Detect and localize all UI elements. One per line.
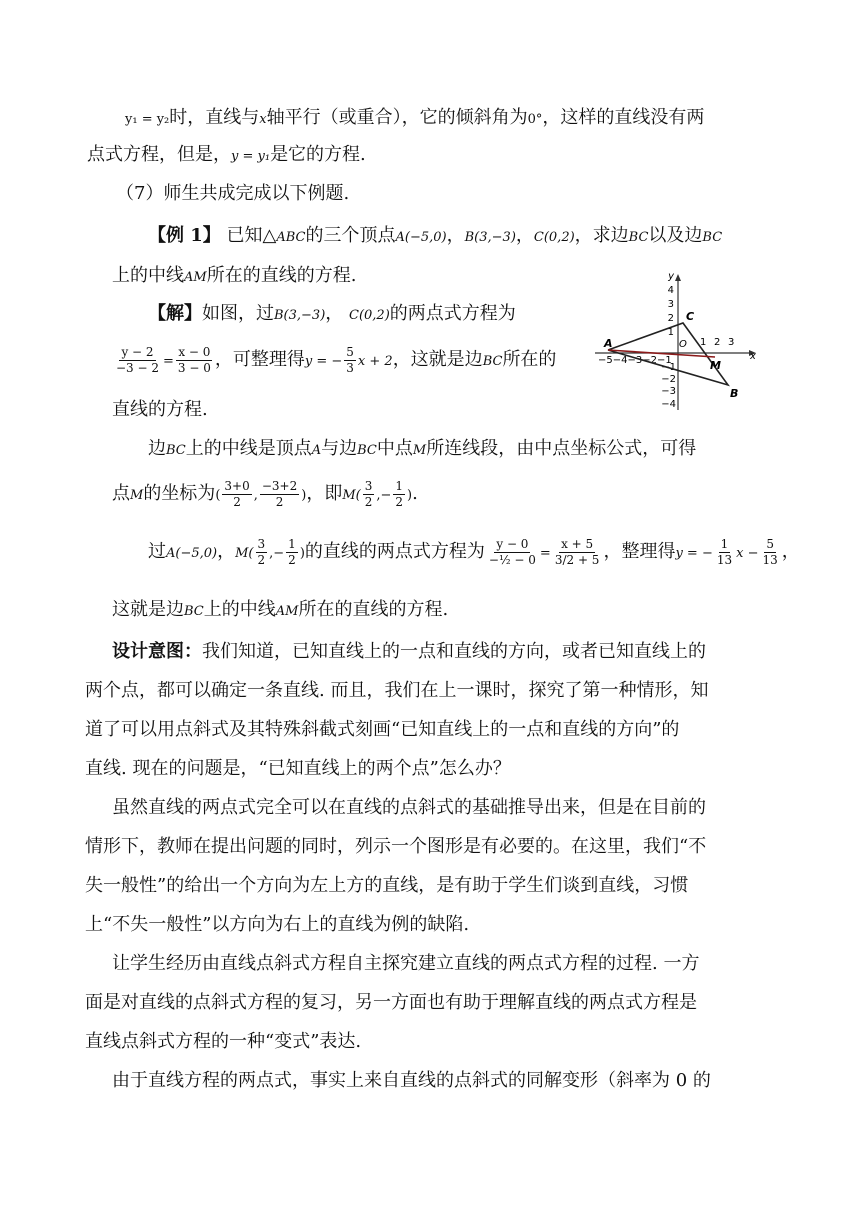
- design-line1: 设计意图：我们知道，已知直线上的一点和直线的方向，或者已知直线上的: [112, 641, 706, 662]
- x-tick: 1: [700, 337, 707, 348]
- text: ，这样的直线没有两: [542, 107, 705, 128]
- side-bc: BC: [482, 354, 503, 369]
- text: 如图，过: [202, 303, 274, 324]
- x-tick-negatives: −5−4−3−2−1: [598, 355, 672, 366]
- y-arrow: [675, 274, 681, 281]
- x-tick: 2: [714, 337, 721, 348]
- x-var: x: [259, 112, 267, 127]
- text: ，: [325, 303, 344, 324]
- text: 以及边: [648, 225, 703, 246]
- side-bc: BC: [357, 443, 377, 458]
- point-b: B(3,−3): [274, 308, 326, 323]
- x-axis-label: x: [750, 351, 756, 362]
- point-a: A(−5,0): [395, 230, 447, 245]
- equals: =: [163, 354, 174, 369]
- text: 的三个顶点: [305, 225, 396, 246]
- y-tick: 1: [667, 327, 674, 338]
- side-bc: BC: [628, 230, 649, 245]
- y-tick: −4: [661, 399, 676, 410]
- text: ，可整理得: [214, 349, 305, 370]
- point-b: B(3,−3): [464, 230, 516, 245]
- design-line4: 直线. 现在的问题是，“已知直线上的两个点”怎么办？: [85, 758, 511, 779]
- condition-math: y₁ = y₂: [125, 112, 170, 127]
- fraction: $\frac{x - 0}{3 - 0}$: [177, 344, 211, 375]
- median-line2: 点M的坐标为( $\frac{3+0}{2}$ , $\frac{-3+2}{2}$ )，即M( $\frac{3}{2}$ ,− $\frac{1}{2}$ ).: [112, 478, 418, 509]
- solution-tag: 【解】: [148, 303, 202, 324]
- text: 已知△: [226, 225, 277, 246]
- median-am: AM: [184, 270, 207, 285]
- label-a: A: [604, 337, 613, 350]
- text: 点式方程，但是，: [87, 144, 231, 165]
- label-b: B: [730, 387, 739, 400]
- y-tick: −3: [661, 386, 676, 397]
- text: ，这就是边: [392, 349, 483, 370]
- label-m: M: [710, 359, 721, 372]
- side-bc: BC: [702, 230, 723, 245]
- example1-line2: [112, 264, 356, 290]
- slope-form: x + 2: [357, 354, 393, 369]
- equation-y: y = y₁: [231, 149, 271, 164]
- design-line3: 道了可以用点斜式及其特殊斜截式刻画“已知直线上的一点和直线的方向”的: [85, 719, 680, 740]
- label-c: C: [686, 310, 695, 323]
- text: ，求边: [574, 225, 629, 246]
- y-tick: 4: [667, 285, 674, 296]
- example-tag: 【例 1】: [148, 225, 221, 246]
- fraction: $\frac{3}{2}$: [364, 478, 373, 509]
- text: ，: [515, 225, 534, 246]
- fraction: $\frac{-3+2}{2}$: [261, 478, 298, 509]
- text: 上的中线: [112, 265, 184, 286]
- text: 的两点式方程为: [389, 303, 516, 324]
- text: 是它的方程.: [270, 144, 366, 165]
- para1-line2: [87, 143, 366, 169]
- point-m: M: [130, 488, 144, 503]
- zero-degree: 0°: [527, 112, 543, 127]
- fraction: $\frac{x + 5}{3/2 + 5}$: [554, 536, 600, 567]
- para3-line2: 面是对直线的点斜式方程的复习，另一方面也有助于理解直线的两点式方程是: [85, 992, 697, 1013]
- solution-line1: [148, 302, 516, 328]
- fraction: $\frac{y - 0}{\text{−½ − 0}}$: [488, 536, 536, 567]
- y-axis-label: y: [668, 271, 674, 282]
- y-tick: 3: [667, 299, 674, 310]
- median-am: AM: [275, 604, 299, 619]
- fraction: $\frac{y - 2}{-3 - 2}$: [116, 344, 160, 375]
- para2-line4: 上“不失一般性”以方向为右上的直线为例的缺陷.: [85, 914, 470, 935]
- x-tick: 3: [728, 337, 735, 348]
- median-line1: 边BC上的中线是顶点A与边BC中点M所连线段，由中点坐标公式，可得: [148, 438, 697, 459]
- para2-line3: 失一般性”的给出一个方向为左上方的直线，是有助于学生们谈到直线，习惯: [85, 875, 689, 896]
- para3-line3: 直线点斜式方程的一种“变式”表达.: [85, 1031, 362, 1052]
- design-line2: 两个点，都可以确定一条直线. 而且，我们在上一课时，探究了第一种情形，知: [85, 680, 709, 701]
- label-o: O: [679, 339, 687, 350]
- para1-line1: [125, 106, 704, 132]
- triangle-abc: ABC: [276, 230, 306, 245]
- fraction: $\frac{5}{3}$: [346, 344, 354, 375]
- line-am-line2: 这就是边BC上的中线AM所在的直线的方程.: [112, 599, 449, 620]
- point-c: C(0,2): [533, 230, 575, 245]
- slope-form: y = −: [304, 354, 343, 369]
- side-bc: BC: [166, 443, 186, 458]
- para3-line1: 让学生经历由直线点斜式方程自主探究建立直线的两点式方程的过程. 一方: [112, 953, 700, 974]
- design-label: 设计意图：: [112, 641, 202, 662]
- text: 轴平行（或重合），它的倾斜角为: [266, 107, 528, 128]
- text: 所在的直线的方程.: [206, 265, 357, 286]
- fraction: $\frac{5}{13}$: [762, 536, 778, 567]
- text: ，: [446, 225, 465, 246]
- side-bc: BC: [184, 604, 204, 619]
- point-m: M: [412, 443, 427, 458]
- text: 所在的: [502, 349, 557, 370]
- coordinate-graph: [590, 265, 770, 415]
- fraction: $\frac{1}{2}$: [288, 536, 296, 567]
- line-am-line1: 过A(−5,0)，M( $\frac{3}{2}$ ,− $\frac{1}{2}$ )的直线的两点式方程为 $\frac{y - 0}{\text{−½ − 0}}$ = $\frac{x + 5}{3/2 + 5}$ ，整理得y = − $\frac{1}{13}$ x − $\frac{5}{13}$ ，: [148, 536, 800, 567]
- example1-line1: [148, 224, 722, 250]
- fraction: $\frac{1}{13}$: [716, 536, 733, 567]
- y-tick: 2: [667, 313, 674, 324]
- fraction: $\frac{1}{2}$: [395, 478, 404, 509]
- para2-line2: 情形下，教师在提出问题的同时，列示一个图形是有必要的。在这里，我们“不: [85, 836, 707, 857]
- y-tick: −1: [661, 362, 676, 373]
- point-a: A(−5,0): [166, 546, 218, 561]
- solution-line2: [112, 342, 556, 380]
- point-c: C(0,2): [349, 308, 390, 323]
- text: 时，直线与: [169, 107, 260, 128]
- fraction: $\frac{3+0}{2}$: [224, 478, 250, 509]
- item7: （7）师生共成完成以下例题.: [116, 183, 350, 204]
- y-tick: −2: [661, 374, 676, 385]
- para2-line1: 虽然直线的两点式完全可以在直线的点斜式的基础推导出来，但是在目前的: [112, 797, 706, 818]
- para4-line1: 由于直线方程的两点式，事实上来自直线的点斜式的同解变形（斜率为 0 的: [112, 1070, 711, 1091]
- solution-line3: 直线的方程.: [112, 399, 208, 420]
- fraction: $\frac{3}{2}$: [257, 536, 266, 567]
- point-a: A: [311, 443, 322, 458]
